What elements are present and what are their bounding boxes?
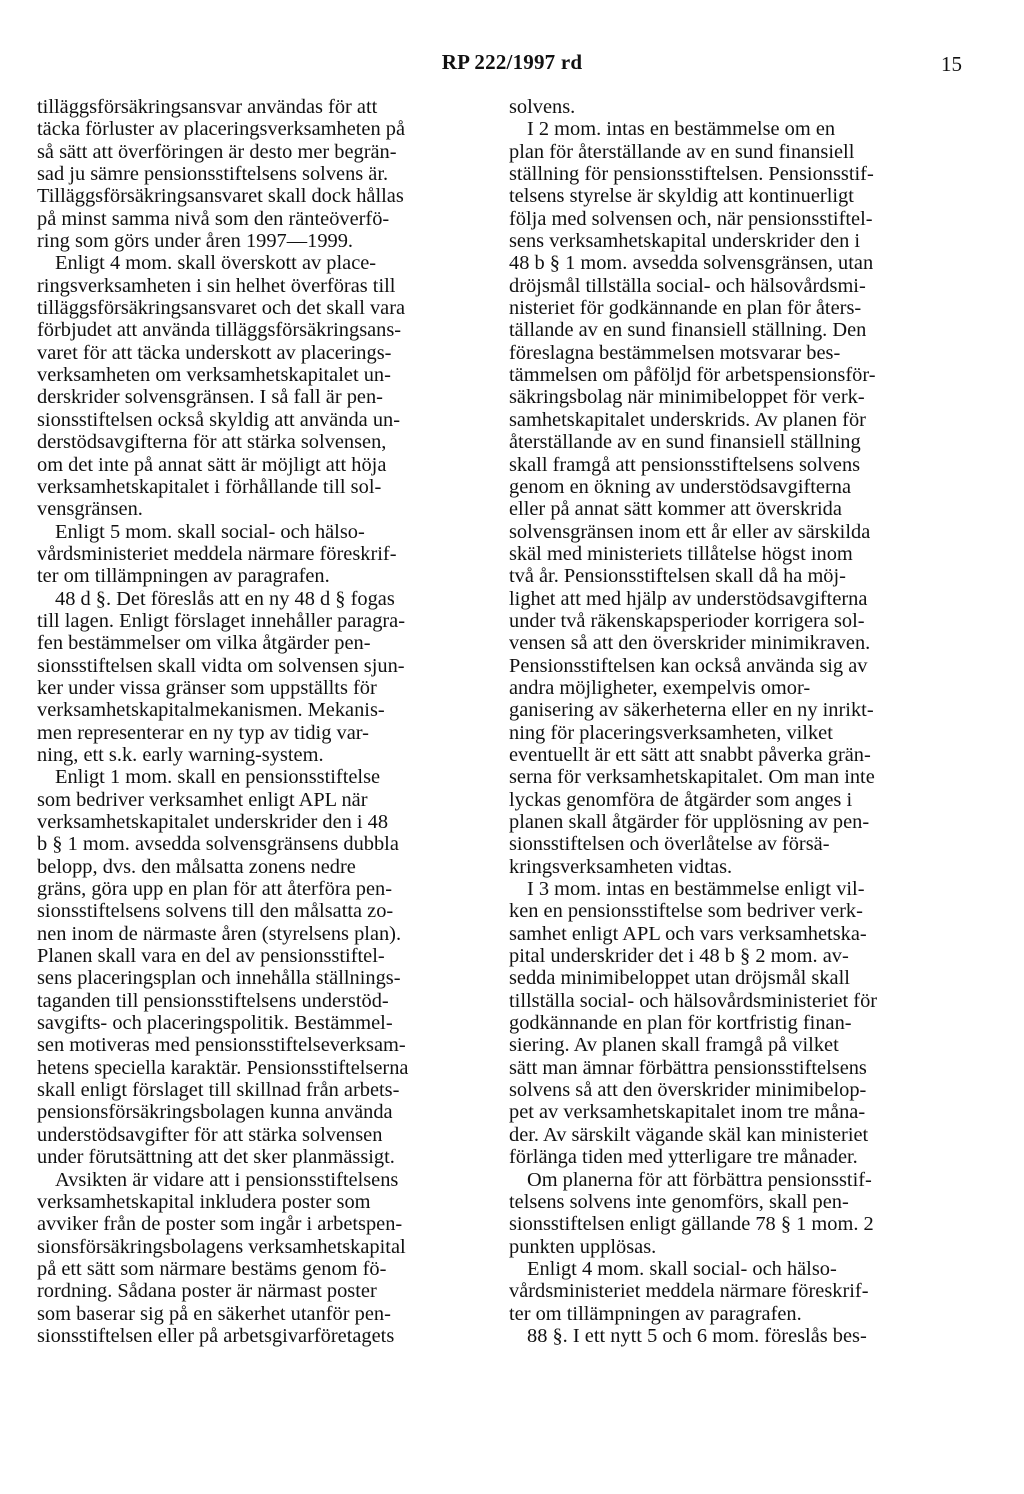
text-line: på minst samma nivå som den ränteöverfö- (37, 207, 390, 230)
text-line: sätt man ämnar förbättra pensionsstiftelsens (509, 1056, 867, 1079)
text-line: verksamhetskapital inkludera poster som (37, 1190, 371, 1213)
text-line: 48 d §. Det föreslås att en ny 48 d § fogas (55, 587, 395, 610)
text-line: planen skall åtgärder för upplösning av pen- (509, 811, 870, 833)
text-line: samhet enligt APL och vars verksamhetska- (509, 922, 867, 945)
text-line: der. Av särskilt vägande skäl kan ministeriet (509, 1123, 869, 1146)
text-line: två år. Pensionsstiftelsen skall då ha möj- (509, 565, 846, 588)
text-line: godkännande en plan för kortfristig finan- (509, 1012, 852, 1035)
text-line: vårdsministeriet meddela närmare föreskrif- (509, 1280, 869, 1303)
text-line: säkringsbolag när minimibeloppet för verk- (509, 386, 865, 409)
text-line: Enligt 4 mom. skall överskott av place- (55, 252, 377, 275)
text-line: b § 1 mom. avsedda solvensgränsens dubbla (37, 833, 399, 856)
text-line: andra möjligheter, exempelvis omor- (509, 676, 811, 699)
text-line: förbjudet att använda tilläggsförsäkringsans- (37, 319, 402, 342)
text-line: sionsstiftelsen eller på arbetsgivarföretagets (37, 1324, 395, 1347)
text-line: genom en ökning av understödsavgifterna (509, 475, 852, 498)
text-line: ring som görs under åren 1997—1999. (37, 230, 354, 253)
text-line: Avsikten är vidare att i pensionsstiftelsens (55, 1168, 399, 1191)
text-line: lyckas genomföra de åtgärder som anges i (509, 788, 853, 811)
text-line: tällande av en sund finansiell ställning. Den (509, 319, 867, 342)
left-text-column (37, 96, 489, 1347)
text-line: som baserar sig på en säkerhet utanför pen- (37, 1302, 391, 1325)
text-line: sens verksamhetskapital underskrider den i (509, 230, 861, 253)
text-line: följa med solvensen och, när pensionsstiftel- (509, 207, 873, 230)
text-line: ken en pensionsstiftelse som bedriver verk- (509, 900, 863, 923)
text-line: skäl med ministeriets tillåtelse högst inom (509, 542, 853, 565)
text-line: pensionsförsäkringsbolagen kunna använda (37, 1101, 393, 1124)
text-line: tillställa social- och hälsovårdsministeriet för (509, 989, 878, 1012)
text-line: Tilläggsförsäkringsansvaret skall dock hållas (37, 185, 404, 208)
text-line: avviker från de poster som ingår i arbetspen- (37, 1213, 403, 1236)
text-line: tilläggsförsäkringsansvaret och det skall vara (37, 297, 406, 320)
text-line: ter om tillämpningen av paragrafen. (37, 565, 330, 588)
text-line: till lagen. Enligt förslaget innehåller paragra- (37, 609, 406, 632)
page-header (0, 50, 1024, 86)
text-line: ning för placeringsverksamheten, vilket (509, 721, 833, 744)
text-line: ställning för pensionsstiftelsen. Pensionsstif- (509, 163, 874, 186)
text-line: verksamheten om verksamhetskapitalet un- (37, 364, 391, 387)
text-line: ter om tillämpningen av paragrafen. (509, 1302, 802, 1325)
text-line: täcka förluster av placeringsverksamheten på (37, 118, 405, 141)
text-line: solvens så att den överskrider minimibelop- (509, 1079, 867, 1102)
text-line: samhetskapitalet underskrids. Av planen för (509, 408, 866, 431)
text-line: ker under vissa gränser som uppställts för (37, 676, 377, 699)
text-line: förlänga tiden med ytterligare tre månader. (509, 1146, 858, 1169)
text-line: vårdsministeriet meddela närmare föreskrif- (37, 542, 397, 565)
text-line: rordning. Sådana poster är närmast poster (37, 1280, 377, 1303)
text-line: 48 b § 1 mom. avsedda solvensgränsen, utan (509, 252, 874, 275)
text-line: Pensionsstiftelsen kan också använda sig av (509, 654, 868, 677)
text-line: under två räkenskapsperioder korrigera sol- (509, 609, 865, 632)
text-line: återställande av en sund finansiell ställning (509, 431, 861, 454)
text-line: varet för att täcka underskott av placerings- (37, 341, 392, 364)
text-line: telsens solvens inte genomförs, skall pen- (509, 1190, 849, 1213)
text-line: sionsstiftelsen också skyldig att använda un- (37, 408, 400, 431)
text-line: skall framgå att pensionsstiftelsens solvens (509, 453, 861, 476)
text-line: sionsstiftelsen enligt gällande 78 § 1 mom. 2 (509, 1213, 874, 1236)
text-line: vensgränsen. (37, 498, 143, 521)
text-line: sionsstiftelsen och överlåtelse av försä- (509, 833, 830, 856)
text-line: på ett sätt som närmare bestäms genom fö- (37, 1257, 387, 1280)
right-text-column (509, 96, 979, 1347)
text-line: gräns, göra upp en plan för att återföra pen- (37, 878, 392, 901)
text-line: derskrider solvensgränsen. I så fall är pen- (37, 386, 383, 409)
text-line: dröjsmål tillställa social- och hälsovårdsmi- (509, 274, 866, 297)
text-line: nisteriet för godkännande en plan för åters- (509, 297, 862, 320)
text-line: understödsavgifter för att stärka solvensen (37, 1123, 383, 1146)
text-line: Enligt 1 mom. skall en pensionsstiftelse (55, 766, 381, 789)
text-line: solvens. (509, 96, 576, 118)
text-line: eller på annat sätt kommer att överskrida (509, 498, 842, 521)
text-line: belopp, dvs. den målsatta zonens nedre (37, 855, 356, 878)
text-line: ringsverksamheten i sin helhet överföras till (37, 274, 396, 297)
text-line: savgifts- och placeringspolitik. Bestämmel- (37, 1012, 393, 1035)
text-line: som bedriver verksamhet enligt APL när (37, 788, 368, 811)
text-line: pet av verksamhetskapitalet inom tre måna- (509, 1101, 866, 1124)
text-line: om det inte på annat sätt är möjligt att höja (37, 453, 387, 476)
text-line: nen inom de närmaste åren (styrelsens plan). (37, 922, 402, 945)
text-line: så sätt att överföringen är desto mer begrän- (37, 140, 397, 163)
text-line: sionsförsäkringsbolagens verksamhetskapital (37, 1235, 406, 1258)
text-line: tämmelsen om påföljd för arbetspensionsför- (509, 364, 876, 387)
text-line: I 3 mom. intas en bestämmelse enligt vil- (527, 878, 865, 901)
text-line: I 2 mom. intas en bestämmelse om en (527, 118, 836, 141)
text-line: lighet att med hjälp av understödsavgifterna (509, 587, 868, 610)
text-line: fen bestämmelser om vilka åtgärder pen- (37, 632, 371, 655)
text-line: Enligt 5 mom. skall social- och hälso- (55, 520, 365, 543)
text-line: verksamhetskapitalmekanismen. Mekanis- (37, 699, 385, 722)
text-line: derstödsavgifterna för att stärka solvensen, (37, 431, 387, 454)
text-line: pital underskrider det i 48 b § 2 mom. av- (509, 945, 849, 968)
text-line: hetens speciella karaktär. Pensionsstiftelserna (37, 1056, 409, 1079)
text-line: kringsverksamheten vidtas. (509, 855, 733, 878)
text-line: eventuellt är ett sätt att snabbt påverka grän- (509, 743, 871, 766)
text-line: Enligt 4 mom. skall social- och hälso- (527, 1257, 837, 1280)
text-line: skall enligt förslaget till skillnad från arbets- (37, 1079, 400, 1102)
text-line: 88 §. I ett nytt 5 och 6 mom. föreslås bes- (527, 1324, 867, 1347)
page-number: 15 (941, 52, 962, 76)
text-line: sens placeringsplan och innehålla ställnings- (37, 967, 401, 990)
text-line: plan för återställande av en sund finansiell (509, 140, 855, 163)
text-line: sionsstiftelsens solvens till den målsatta zo- (37, 900, 394, 923)
text-line: telsens styrelse är skyldig att kontinuerligt (509, 185, 854, 208)
text-line: Om planerna för att förbättra pensionsstif- (527, 1168, 872, 1191)
text-line: men representerar en ny typ av tidig var- (37, 721, 369, 744)
text-line: sedda minimibeloppet utan dröjsmål skall (509, 967, 850, 990)
text-line: verksamhetskapitalet underskrider den i 48 (37, 811, 389, 833)
text-line: solvensgränsen inom ett år eller av särskilda (509, 520, 871, 543)
text-line: serna för verksamhetskapitalet. Om man inte (509, 766, 875, 789)
text-line: sionsstiftelsen skall vidta om solvensen sjun- (37, 654, 405, 677)
text-line: vensen så att den överskrider minimikraven. (509, 632, 871, 655)
text-line: under förutsättning att det sker planmässigt. (37, 1146, 395, 1169)
text-line: ganisering av säkerheterna eller en ny inrikt- (509, 699, 874, 722)
text-line: föreslagna bestämmelsen motsvarar bes- (509, 341, 841, 364)
text-line: Planen skall vara en del av pensionsstiftel- (37, 945, 385, 968)
text-line: ning, ett s.k. early warning-system. (37, 743, 324, 766)
running-head: RP 222/1997 rd (441, 50, 583, 74)
text-line: verksamhetskapitalet i förhållande till sol- (37, 475, 382, 498)
text-line: sad ju sämre pensionsstiftelsens solvens är. (37, 163, 389, 186)
text-line: punkten upplösas. (509, 1235, 657, 1258)
text-line: taganden till pensionsstiftelsens understöd- (37, 989, 389, 1012)
text-line: siering. Av planen skall framgå på vilket (509, 1034, 839, 1057)
text-line: sen motiveras med pensionsstiftelseverksam- (37, 1034, 406, 1057)
text-line: tilläggsförsäkringsansvar användas för att (37, 96, 378, 118)
